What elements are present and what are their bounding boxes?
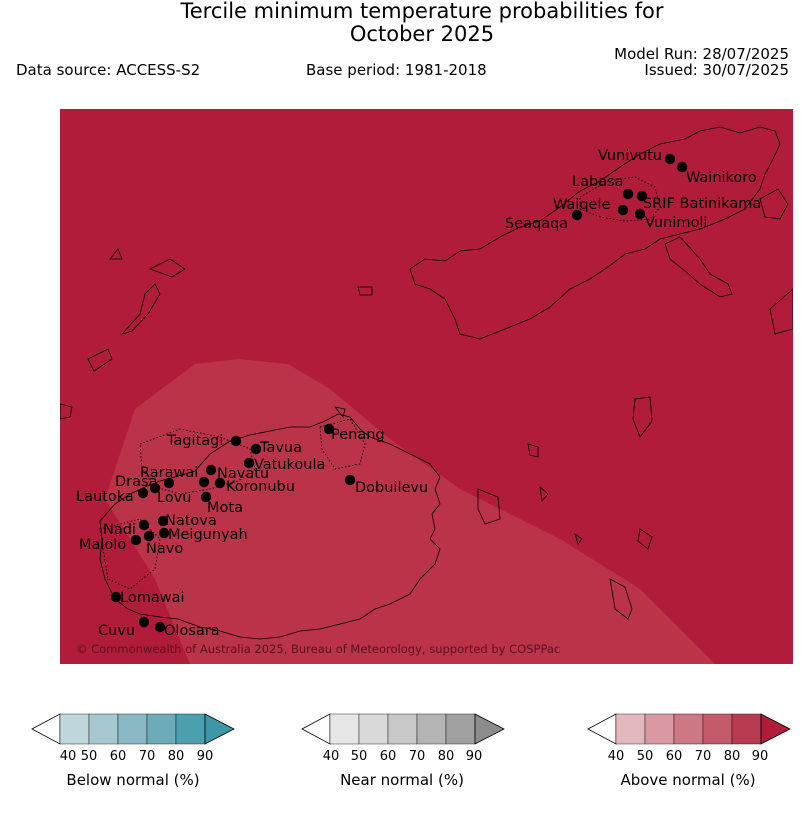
- cb-above-tick: 40: [607, 749, 625, 764]
- station-dot-labasa: [623, 189, 633, 199]
- cb-below-bin-80: [176, 714, 205, 744]
- cb-near-tick: 40: [322, 749, 340, 764]
- station-label: Meigunyah: [168, 527, 248, 543]
- station-label: Lovu: [157, 490, 192, 506]
- station-label: Malolo: [79, 537, 127, 553]
- station-label: Wainikoro: [686, 170, 757, 186]
- station-label: Penang: [331, 427, 385, 443]
- station-label: Mota: [207, 500, 243, 516]
- cb-below-title: Below normal (%): [66, 771, 200, 789]
- cb-above-tick: 50: [636, 749, 654, 764]
- forecast-map: [60, 109, 793, 664]
- station-dot-cuvu: [139, 617, 149, 627]
- cb-near-tick: 80: [437, 749, 455, 764]
- station-label: Vunivutu: [598, 148, 662, 164]
- base-period-label: Base period: 1981-2018: [306, 61, 487, 79]
- station-label: Tagitagi: [167, 433, 224, 449]
- cb-above-tick: 80: [723, 749, 741, 764]
- station-label: Vatukoula: [254, 457, 326, 473]
- station-label: Seaqaqa: [505, 216, 569, 232]
- colorbar-below-normal-bar: [30, 712, 236, 746]
- station-dot-nadi: [139, 520, 149, 530]
- cb-below-low-arrow: [32, 714, 60, 744]
- cb-above-tick: 60: [665, 749, 683, 764]
- station-label: Natova: [165, 513, 217, 529]
- cb-below-tick: 70: [138, 749, 156, 764]
- cb-below-bin-70: [147, 714, 176, 744]
- cb-near-bin-50: [359, 714, 388, 744]
- cb-near-high-arrow: [475, 714, 504, 744]
- cb-near-tick: 50: [350, 749, 368, 764]
- cb-above-tick: 70: [694, 749, 712, 764]
- station-label: Lautoka: [76, 489, 134, 505]
- cb-above-high-arrow: [761, 714, 790, 744]
- station-label: Navo: [146, 541, 184, 557]
- colorbar-near-normal-bar: [300, 712, 506, 746]
- cb-near-low-arrow: [302, 714, 330, 744]
- station-dot-vunivutu: [665, 154, 675, 164]
- station-label: Rarawai: [140, 465, 199, 481]
- cb-below-tick: 80: [167, 749, 185, 764]
- cb-below-tick: 50: [80, 749, 98, 764]
- cb-above-bin-50: [645, 714, 674, 744]
- cb-near-title: Near normal (%): [340, 771, 464, 789]
- station-label: Koronubu: [226, 479, 295, 495]
- station-dot-navo: [144, 531, 154, 541]
- station-label: Cuvu: [98, 623, 136, 639]
- station-label: Drasa: [115, 474, 158, 490]
- cb-near-bin-40: [330, 714, 359, 744]
- map-title: [0, 0, 804, 46]
- cb-above-bin-60: [674, 714, 703, 744]
- station-label: Dobuilevu: [355, 480, 429, 496]
- cb-near-tick: 70: [408, 749, 426, 764]
- cb-above-title: Above normal (%): [620, 771, 756, 789]
- issued-label: Issued: 30/07/2025: [644, 61, 789, 79]
- cb-below-tick: 90: [196, 749, 214, 764]
- map-title-line1: Tercile minimum temperature probabilities for: [180, 0, 664, 23]
- cb-near-tick: 60: [379, 749, 397, 764]
- station-label: Tavua: [260, 440, 302, 456]
- cb-below-bin-40: [60, 714, 89, 744]
- station-label: Nadi: [103, 522, 136, 538]
- cb-above-bin-70: [703, 714, 732, 744]
- cb-near-bin-60: [388, 714, 417, 744]
- cb-below-bin-60: [118, 714, 147, 744]
- map-title-line2: October 2025: [349, 22, 495, 46]
- cb-above-tick: 90: [751, 749, 769, 764]
- cb-above-bin-40: [616, 714, 645, 744]
- cb-near-tick: 90: [465, 749, 483, 764]
- cb-below-tick: 40: [59, 749, 77, 764]
- station-label: Navatu: [217, 466, 270, 482]
- cb-near-bin-70: [417, 714, 446, 744]
- station-label: Vunimoli: [645, 215, 708, 231]
- cb-below-tick: 60: [109, 749, 127, 764]
- data-source-label: Data source: ACCESS-S2: [16, 61, 201, 79]
- model-run-label: Model Run: 28/07/2025: [614, 45, 789, 63]
- copyright-notice: © Commonwealth of Australia 2025, Bureau of Meteorology, supported by COSPPac: [76, 642, 561, 656]
- cb-above-bin-80: [732, 714, 761, 744]
- colorbar-above-normal-bar: [586, 712, 792, 746]
- station-dot-rarawai: [206, 465, 216, 475]
- station-dot-waiqele: [618, 205, 628, 215]
- station-label: SRIF Batinikama: [643, 196, 762, 212]
- station-dot-dobuilevu: [345, 475, 355, 485]
- cb-below-high-arrow: [205, 714, 234, 744]
- station-label: Waiqele: [553, 197, 611, 213]
- cb-below-bin-50: [89, 714, 118, 744]
- cb-above-low-arrow: [588, 714, 616, 744]
- station-dot-navatu: [199, 477, 209, 487]
- station-dot-tagitagi: [231, 436, 241, 446]
- station-label: Lomawai: [120, 590, 185, 606]
- station-label: Olosara: [164, 623, 220, 639]
- station-label: Labasa: [572, 174, 624, 190]
- cb-near-bin-80: [446, 714, 475, 744]
